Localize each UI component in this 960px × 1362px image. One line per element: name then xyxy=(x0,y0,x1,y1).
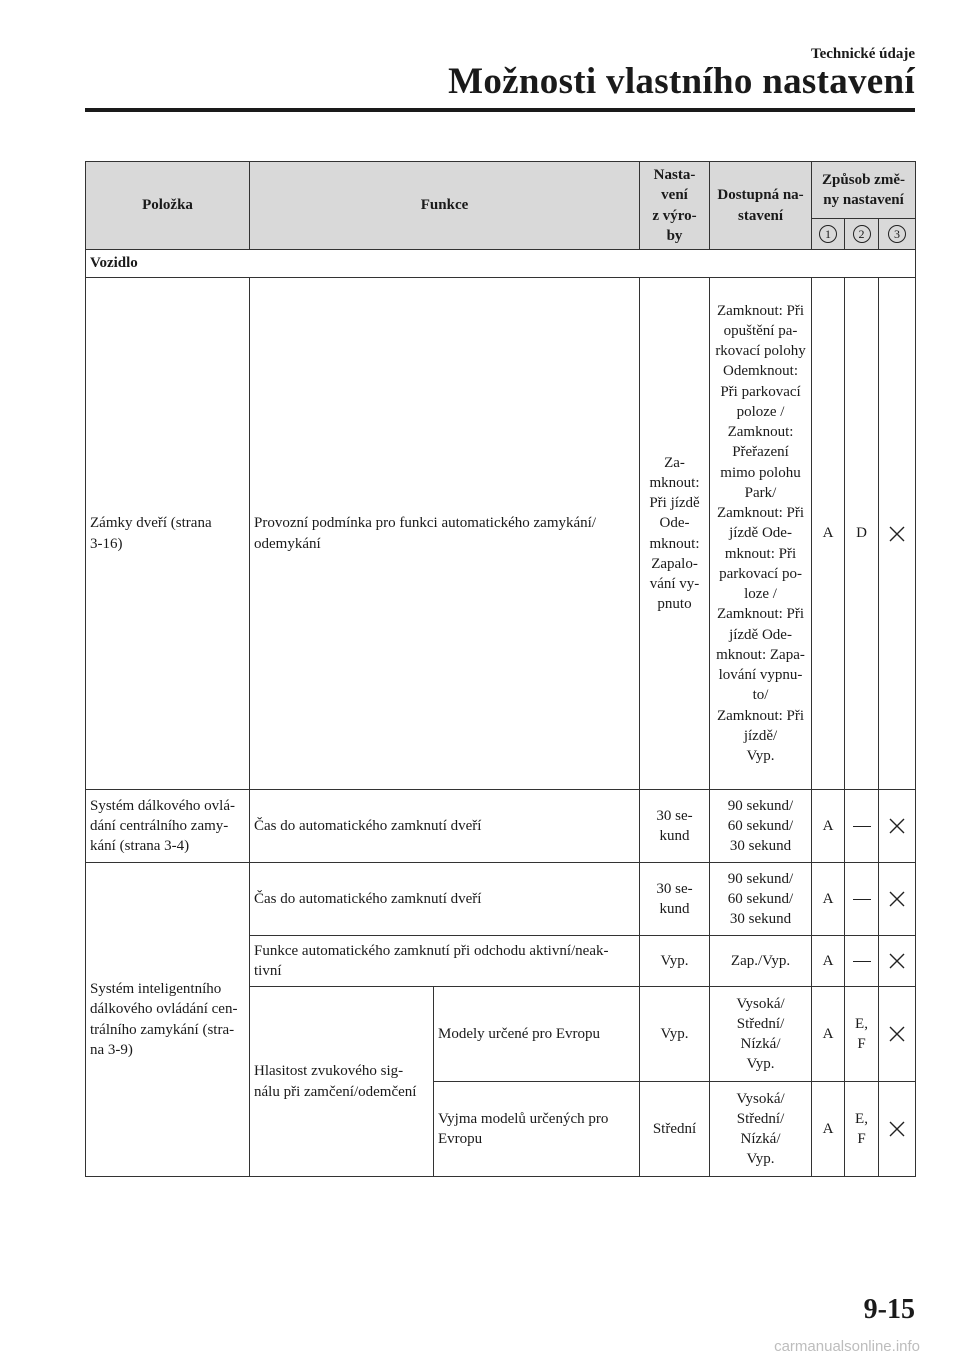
row2-m2 xyxy=(845,790,879,863)
row1-function: Provozní podmínka pro funkci automatického zamykání/ odemykání xyxy=(250,278,640,790)
table-row xyxy=(86,790,916,863)
row3a-m2 xyxy=(845,863,879,936)
col-function: Funkce xyxy=(250,162,640,250)
col-available: Dostupná na- stavení xyxy=(710,162,812,250)
row3a-m1: A xyxy=(812,863,845,936)
row3c2-m3 xyxy=(879,1082,916,1177)
row1-item: Zámky dveří (strana 3-16) xyxy=(86,278,250,790)
row3a-function: Čas do automatického zamknutí dveří xyxy=(250,863,640,936)
page-number: 9-15 xyxy=(863,1294,915,1325)
page-title: Možnosti vlastního nastavení xyxy=(448,61,915,102)
row2-item: Systém dálkového ovlá- dání centrálního zamy- kání (strana 3-4) xyxy=(86,790,250,863)
row1-default: Za- mknout: Při jízdě Ode- mknout: Zapalo- vání vy- pnuto xyxy=(640,278,710,790)
method-2-circle-icon: 2 xyxy=(853,225,871,243)
row2-function: Čas do automatického zamknutí dveří xyxy=(250,790,640,863)
row3c-label: Hlasitost zvukového sig- nálu při zamčení/odemčení xyxy=(250,987,434,1177)
cross-icon xyxy=(888,952,906,970)
col-item: Položka xyxy=(86,162,250,250)
watermark: carmanualsonline.info xyxy=(774,1338,920,1355)
row3a-default: 30 se- kund xyxy=(640,863,710,936)
row3b-available: Zap./Vyp. xyxy=(710,936,812,987)
row3c1-available: Vysoká/ Střední/ Nízká/ Vyp. xyxy=(710,987,812,1082)
row3c1-default: Vyp. xyxy=(640,987,710,1082)
cross-icon xyxy=(888,817,906,835)
row3b-m1: A xyxy=(812,936,845,987)
row2-m1: A xyxy=(812,790,845,863)
row2-available: 90 sekund/ 60 sekund/ 30 sekund xyxy=(710,790,812,863)
row3a-available: 90 sekund/ 60 sekund/ 30 sekund xyxy=(710,863,812,936)
row1-m1: A xyxy=(812,278,845,790)
row1-available: Zamknout: Při opuštění pa- rkovací polohy Odemknout: Při parkovací poloze / Zamknout: Přeřazení mimo polohu Park/ Zamknout: Při jízdě Ode- mknout: Při parkovací po- loze / Zamknout: Při jízdě Ode- mknout: Zapa- lování vypnu- to/ Zamknout: Při jízdě/ Vyp. xyxy=(710,278,812,790)
col-method: Způsob změ- ny nastavení xyxy=(812,162,916,219)
row1-m3 xyxy=(879,278,916,790)
row3c1-m3 xyxy=(879,987,916,1082)
method-1-circle-icon: 1 xyxy=(819,225,837,243)
row1-m2: D xyxy=(845,278,879,790)
row2-m3 xyxy=(879,790,916,863)
cross-icon xyxy=(888,890,906,908)
table-row xyxy=(86,863,916,936)
section-row xyxy=(86,250,916,278)
row3b-m2 xyxy=(845,936,879,987)
row3c1-m2: E, F xyxy=(845,987,879,1082)
row3b-function: Funkce automatického zamknutí při odchodu aktivní/neak- tivní xyxy=(250,936,640,987)
row3c2-m2: E, F xyxy=(845,1082,879,1177)
dash-icon xyxy=(853,826,871,828)
dash-icon xyxy=(853,899,871,901)
row3c2-sub: Vyjma modelů určených pro Evropu xyxy=(434,1082,640,1177)
method-3 xyxy=(879,219,916,250)
row3c2-available: Vysoká/ Střední/ Nízká/ Vyp. xyxy=(710,1082,812,1177)
cross-icon xyxy=(888,1120,906,1138)
row3b-m3 xyxy=(879,936,916,987)
cross-icon xyxy=(888,1025,906,1043)
method-3-circle-icon: 3 xyxy=(888,225,906,243)
row3c1-m1: A xyxy=(812,987,845,1082)
method-1 xyxy=(812,219,845,250)
table-row xyxy=(86,278,916,790)
dash-icon xyxy=(853,961,871,963)
settings-table xyxy=(85,161,916,1177)
row3c2-default: Střední xyxy=(640,1082,710,1177)
cross-icon xyxy=(888,525,906,543)
row3c2-m1: A xyxy=(812,1082,845,1177)
row3b-default: Vyp. xyxy=(640,936,710,987)
header-rule xyxy=(85,108,915,112)
row3c1-sub: Modely určené pro Evropu xyxy=(434,987,640,1082)
row3-item: Systém inteligentního dálkového ovládání cen- trálního zamykání (stra- na 3-9) xyxy=(86,863,250,1177)
row2-default: 30 se- kund xyxy=(640,790,710,863)
method-2 xyxy=(845,219,879,250)
section-header: Technické údaje xyxy=(810,46,915,62)
row3a-m3 xyxy=(879,863,916,936)
header-row xyxy=(86,162,916,219)
col-default: Nasta- vení z výro- by xyxy=(640,162,710,250)
section-label: Vozidlo xyxy=(86,250,916,278)
